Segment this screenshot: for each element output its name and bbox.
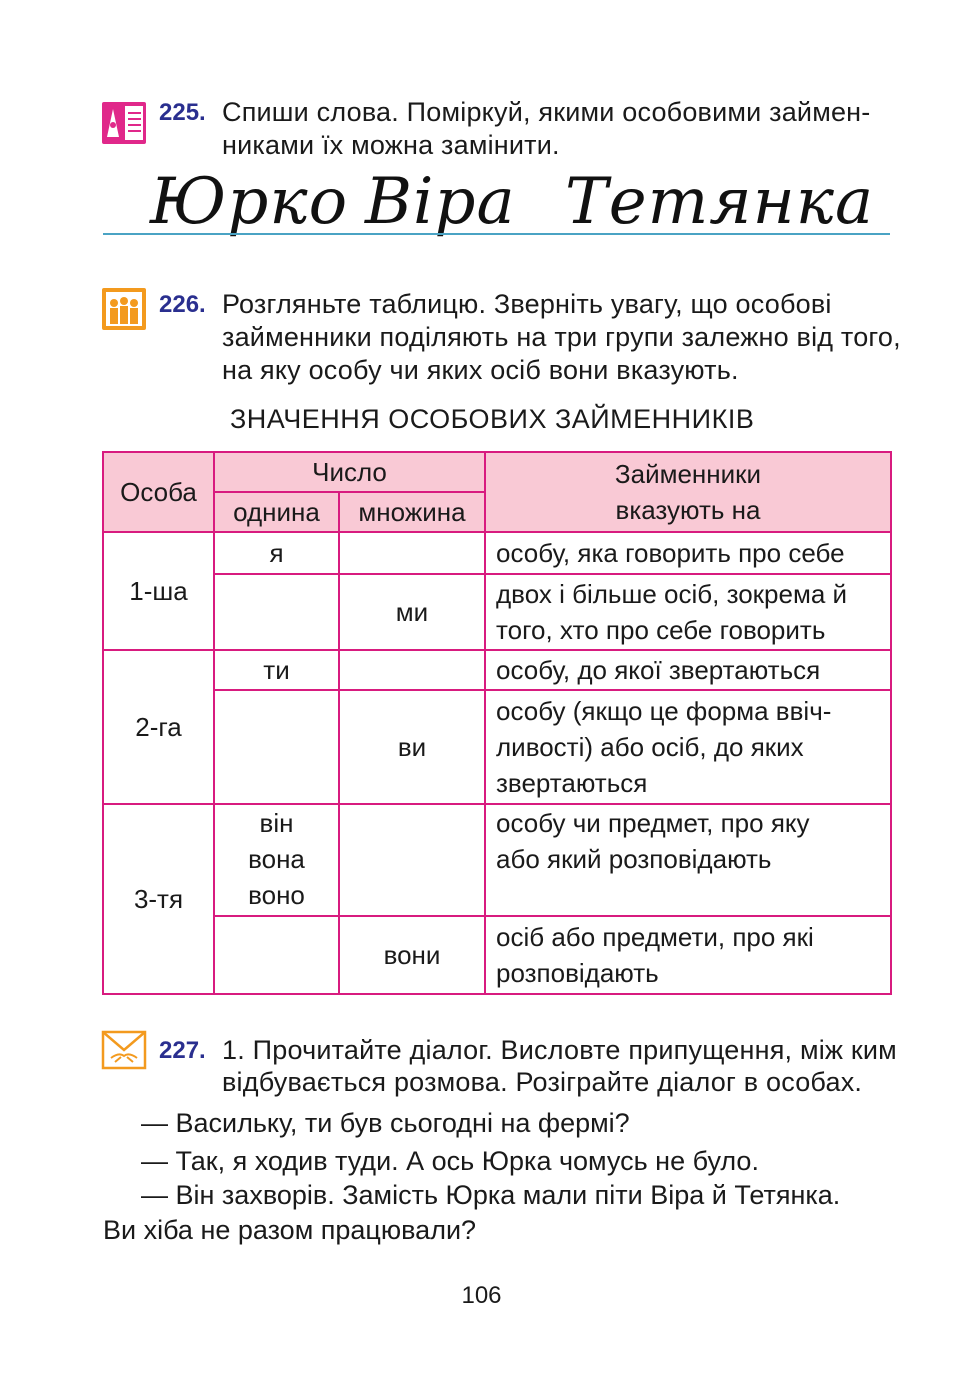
exercise-227-text-line1: 1. Прочитайте діалог. Висловте припущення, між ким xyxy=(222,1035,897,1065)
second-plural-desc-line3: звертаються xyxy=(496,768,648,798)
person-second: 2-га xyxy=(103,650,214,804)
third-singular-description xyxy=(485,804,891,916)
header-plural: множина xyxy=(339,492,485,532)
script-word-tetianka: Тетянка xyxy=(565,165,875,239)
script-word-vira: Віра xyxy=(365,165,516,239)
table-title: ЗНАЧЕННЯ ОСОБОВИХ ЗАЙМЕННИКІВ xyxy=(230,404,755,434)
third-singular-pronouns xyxy=(214,804,339,916)
third-singular-it: воно xyxy=(248,880,305,910)
header-indicates-line2: вказують на xyxy=(615,495,761,525)
header-person: Особа xyxy=(103,452,214,532)
write-exercise-icon xyxy=(101,101,147,150)
second-singular-description: особу, до якої звертаються xyxy=(485,650,891,690)
second-singular-pronoun: ти xyxy=(214,650,339,690)
person-first: 1-ша xyxy=(103,532,214,650)
second-plural-desc-line1: особу (якщо це форма ввіч- xyxy=(496,696,832,726)
first-singular-description: особу, яка говорить про себе xyxy=(485,532,891,574)
script-word-yurko: Юрко xyxy=(150,165,349,239)
third-singular-desc-line2: або який розповідають xyxy=(496,844,772,874)
table-row xyxy=(103,532,891,574)
dialog-line-1: — Васильку, ти був сьогодні на фермі? xyxy=(141,1108,630,1138)
exercise-225-text-line1: Спиши слова. Поміркуй, якими особовими займен- xyxy=(222,97,871,127)
person-third: 3-тя xyxy=(103,804,214,994)
table-row xyxy=(103,916,891,994)
pronoun-meaning-table xyxy=(102,451,892,995)
third-plural-pronoun: вони xyxy=(339,916,485,994)
dialog-line-3: — Він захворів. Замість Юрка мали піти Віра й Тетянка. xyxy=(141,1180,841,1210)
third-singular-she: вона xyxy=(248,844,305,874)
third-plural-desc-line1: осіб або предмети, про які xyxy=(496,922,814,952)
dialog-line-4: Ви хіба не разом працювали? xyxy=(103,1215,477,1245)
first-singular-pronoun: я xyxy=(214,532,339,574)
first-plural-desc-line1: двох і більше осіб, зокрема й xyxy=(496,579,848,609)
first-plural-desc-line2: того, хто про себе говорить xyxy=(496,615,826,645)
header-number: Число xyxy=(214,452,485,492)
dialog-line-2: — Так, я ходив туди. А ось Юрка чомусь не було. xyxy=(141,1146,759,1176)
third-singular-desc-line1: особу чи предмет, про яку xyxy=(496,808,810,838)
exercise-226-text-line2: займенники поділяють на три групи залежно від того, xyxy=(222,322,901,352)
handwriting-guide-line xyxy=(103,233,890,235)
table-row xyxy=(103,650,891,690)
exercise-226-text-line3: на яку особу чи яких осіб вони вказують. xyxy=(222,355,739,385)
first-plural-pronoun: ми xyxy=(339,574,485,650)
exercise-226-text-line1: Розгляньте таблицю. Зверніть увагу, що особові xyxy=(222,289,832,319)
third-singular-he: він xyxy=(259,808,294,838)
page-number: 106 xyxy=(461,1282,502,1309)
second-plural-description xyxy=(485,690,891,804)
third-plural-desc-line2: розповідають xyxy=(496,958,659,988)
second-plural-desc-line2: ливості) або осіб, до яких xyxy=(496,732,804,762)
table-row xyxy=(103,804,891,916)
header-indicates-line1: Займенники xyxy=(614,459,762,489)
second-plural-pronoun: ви xyxy=(339,690,485,804)
first-plural-description xyxy=(485,574,891,650)
exercise-225-text-line2: никами їх можна замінити. xyxy=(222,130,560,160)
header-indicates xyxy=(485,452,891,532)
group-work-icon xyxy=(101,287,147,336)
third-plural-description xyxy=(485,916,891,994)
exercise-227-text-line2: відбувається розмова. Розіграйте діалог в особах. xyxy=(222,1067,863,1097)
header-singular: однина xyxy=(214,492,339,532)
table-row xyxy=(103,574,891,650)
exercise-225-number: 225. xyxy=(159,99,206,126)
exercise-226-number: 226. xyxy=(159,291,206,318)
dialog-exercise-icon xyxy=(101,1030,147,1075)
table-row xyxy=(103,690,891,804)
exercise-227-number: 227. xyxy=(159,1037,206,1064)
